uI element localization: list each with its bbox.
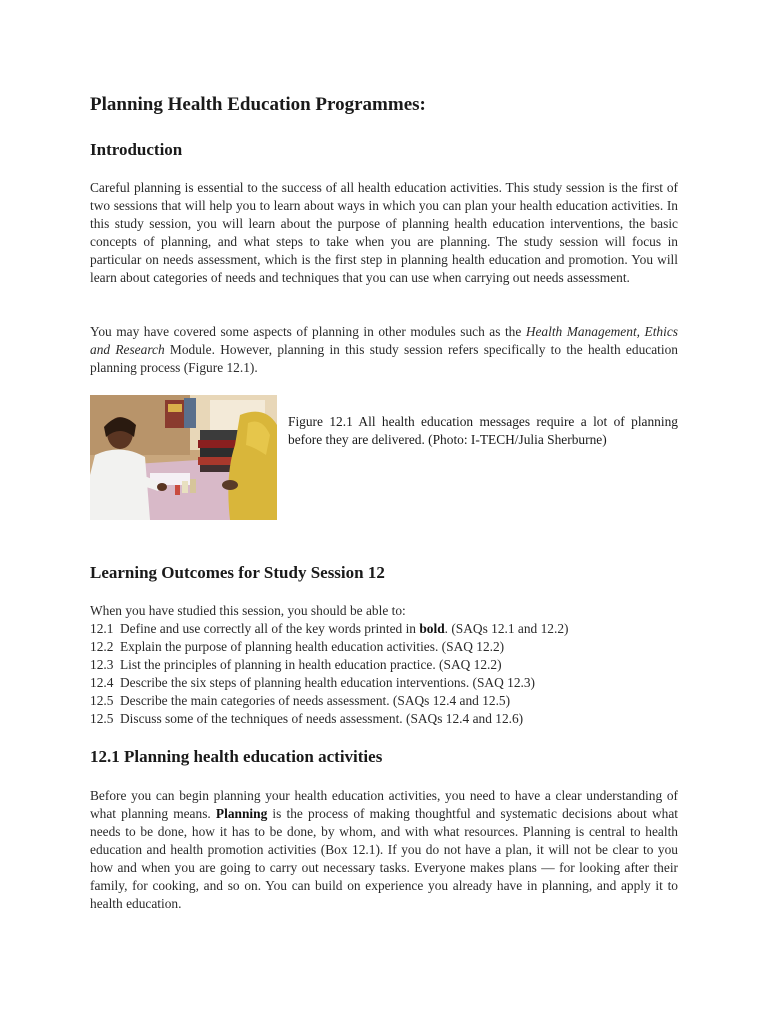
paragraph-2-text-after: Module. However, planning in this study session refers specifically to the health education planning process (Figure 12.1). [90,342,678,375]
outcome-text: Explain the purpose of planning health education activities. (SAQ 12.2) [120,639,505,654]
introduction-paragraph-2 [90,323,678,377]
section-text-before: Before you can begin planning your health education activities, you need to have a clear understanding of what planning means. [90,788,678,821]
outcome-text-after: . (SAQs 12.1 and 12.2) [444,621,569,636]
introduction-paragraph-1: Careful planning is essential to the success of all health education activities. This study session is the first of two sessions that will help you to learn about ways in which you can plan your health education activities. In this study session, you will learn about the purpose of planning health education interventions, the basic concepts of planning, and what steps to take when you are planning. The study session will focus in particular on needs assessment, which is the first step in planning health education and promotion. You will learn about categories of needs and techniques that you can use when carrying out needs assessment. [90,180,678,285]
outcome-number: 12.4 [90,675,114,690]
outcome-text: Describe the main categories of needs assessment. (SAQs 12.4 and 12.5) [120,693,511,708]
outcome-bold-word: bold [419,621,445,636]
figure-12-1-caption: Figure 12.1 All health education messages require a lot of planning before they are delivered. (Photo: I-TECH/Julia Sherburne) [288,414,678,447]
outcome-number: 12.5 [90,711,114,726]
learning-outcome-item [90,656,678,674]
section-text-after: is the process of making thoughtful and systematic decisions about what needs to be done, how it has to be done, by whom, and with what resources. Planning is central to health education and health promotion activities (Box 12.1). If you do not have a plan, it will not be clear to you how and when you are going to carry out necessary tasks. Everyone makes plans — for looking after their family, for cooking, and so on. You can build on experience you already have in planning, and apply it to health education. [90,806,679,911]
figure-12-1-photo [90,395,277,520]
planning-keyword: Planning [215,806,268,821]
learning-outcomes-intro: When you have studied this session, you should be able to: [90,603,406,618]
outcome-text: Discuss some of the techniques of needs assessment. (SAQs 12.4 and 12.6) [120,711,524,726]
document-title: Planning Health Education Programmes: [90,94,426,115]
learning-outcome-item [90,638,678,656]
learning-outcome-item [90,692,678,710]
module-name-italic: Health Management, Ethics and Research [90,324,678,357]
learning-outcomes-heading: Learning Outcomes for Study Session 12 [90,563,385,582]
outcome-number: 12.5 [90,693,114,708]
outcome-number: 12.1 [90,621,114,636]
section-12-1-heading: 12.1 Planning health education activities [90,747,383,766]
learning-outcomes-list [90,602,678,728]
section-12-1-paragraph [90,787,678,913]
learning-outcome-item [90,620,678,638]
outcome-text: Define and use correctly all of the key words printed in [120,621,420,636]
outcome-number: 12.3 [90,657,114,672]
learning-outcome-item [90,710,678,728]
paragraph-2-text-before: You may have covered some aspects of planning in other modules such as the [90,324,526,339]
health-worker-photo-illustration [90,395,277,520]
introduction-heading: Introduction [90,140,183,159]
outcome-number: 12.2 [90,639,114,654]
learning-outcome-item [90,674,678,692]
outcome-text: Describe the six steps of planning health education interventions. (SAQ 12.3) [120,675,536,690]
outcome-text: List the principles of planning in health education practice. (SAQ 12.2) [120,657,502,672]
